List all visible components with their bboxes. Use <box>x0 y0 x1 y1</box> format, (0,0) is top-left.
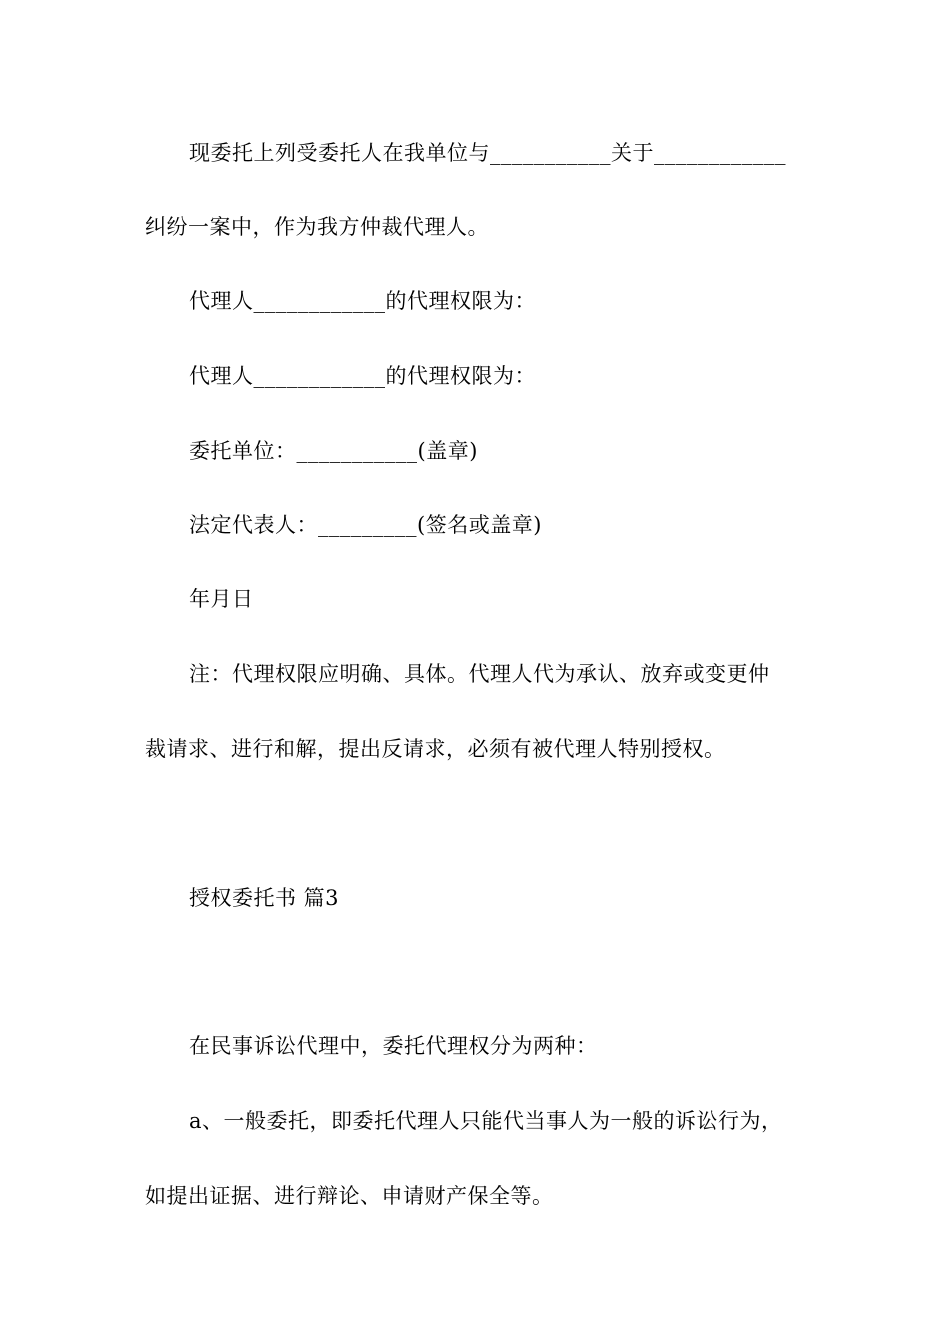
note-line-2: 裁请求、进行和解，提出反请求，必须有被代理人特别授权。 <box>145 737 726 761</box>
note-line-1: 注：代理权限应明确、具体。代理人代为承认、放弃或变更仲 <box>189 662 770 686</box>
legal-representative: 法定代表人：_________(签名或盖章) <box>189 513 542 537</box>
paragraph-1-line-2: 纠纷一案中，作为我方仲裁代理人。 <box>145 215 489 239</box>
agent-1-authority: 代理人____________的代理权限为： <box>189 289 536 313</box>
section-intro: 在民事诉讼代理中，委托代理权分为两种： <box>189 1034 598 1058</box>
item-a-line-2: 如提出证据、进行辩论、申请财产保全等。 <box>145 1184 554 1208</box>
section-title: 授权委托书 篇3 <box>189 886 340 910</box>
item-a-line-1: a、一般委托，即委托代理人只能代当事人为一般的诉讼行为， <box>189 1109 783 1133</box>
agent-2-authority: 代理人____________的代理权限为： <box>189 364 536 388</box>
entrusting-unit: 委托单位：___________(盖章) <box>189 439 478 463</box>
paragraph-1-line-1: 现委托上列受委托人在我单位与___________关于____________ <box>189 141 786 165</box>
date-line: 年月日 <box>189 587 254 611</box>
